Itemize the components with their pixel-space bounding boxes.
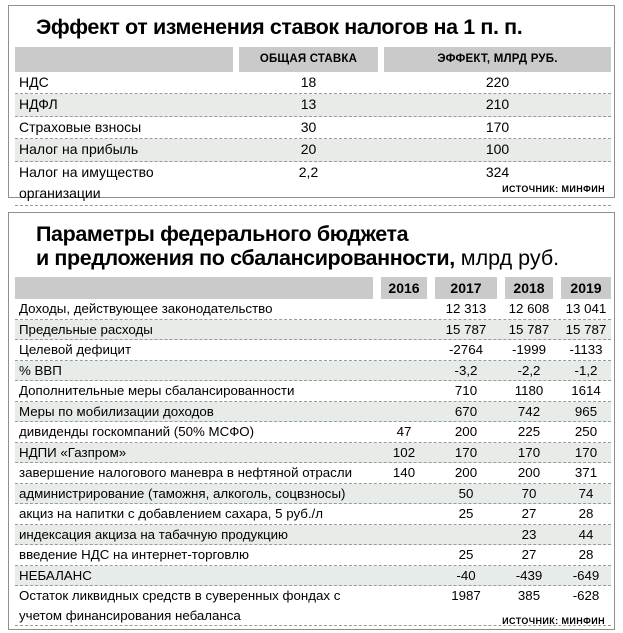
table-row <box>15 545 611 566</box>
table-row <box>15 525 611 546</box>
budget-title-line2: и предложения по сбалансированности, <box>36 245 455 270</box>
cell-value: 15 787 <box>508 321 550 337</box>
budget-table-title <box>9 213 614 277</box>
row-label: Меры по мобилизации доходов <box>19 403 214 419</box>
cell-value: 12 313 <box>445 301 487 316</box>
cell-value: -1133 <box>569 342 603 357</box>
cell-value: 200 <box>454 424 478 439</box>
table-row <box>15 94 611 117</box>
cell-value: -40 <box>456 567 476 583</box>
table-row <box>15 117 611 140</box>
cell-value: 25 <box>458 547 474 562</box>
cell-value: 220 <box>485 73 510 90</box>
cell-value: -649 <box>572 567 600 583</box>
cell-value: 27 <box>521 506 537 521</box>
cell-value: 70 <box>521 485 537 501</box>
cell-value: 250 <box>574 424 598 439</box>
table-row <box>15 504 611 525</box>
cell-value <box>381 299 427 319</box>
cell-value: 28 <box>578 547 594 562</box>
header-cell-year-2017: 2017 <box>435 277 497 299</box>
cell-value: 170 <box>517 444 541 460</box>
row-label: Целевой дефицит <box>19 342 132 357</box>
row-label: Налог на прибыль <box>19 141 139 157</box>
cell-value: 170 <box>454 444 478 460</box>
cell-value: 1614 <box>571 383 601 398</box>
tax-table <box>15 47 611 206</box>
cell-value: 200 <box>517 465 541 480</box>
row-label: завершение налогового маневра в нефтяной отрасли <box>19 465 353 480</box>
cell-value <box>381 340 427 360</box>
budget-table-header <box>15 277 611 299</box>
budget-table <box>15 277 611 626</box>
source-note: ИСТОЧНИК: МИНФИН <box>502 616 605 626</box>
tax-effect-table-card <box>8 5 615 201</box>
row-label: НДС <box>19 73 49 90</box>
cell-value: -2764 <box>448 342 483 357</box>
row-label: Дополнительные меры сбалансированности <box>19 383 295 398</box>
cell-value <box>435 525 497 545</box>
row-label: % ВВП <box>19 362 62 378</box>
cell-value <box>381 320 427 340</box>
table-row <box>15 422 611 443</box>
header-cell-year-2016: 2016 <box>381 277 427 299</box>
cell-value: 170 <box>574 444 598 460</box>
row-label: индексация акциза на табачную продукцию <box>19 526 289 542</box>
tax-table-header <box>15 47 611 72</box>
cell-value: 27 <box>521 547 537 562</box>
table-row <box>15 320 611 341</box>
cell-value: 23 <box>521 526 537 542</box>
row-label: введение НДС на интернет-торговлю <box>19 547 249 562</box>
cell-value <box>381 484 427 504</box>
row-label: акциз на напитки с добавлением сахара, 5 руб./л <box>19 506 324 521</box>
table-row <box>15 463 611 484</box>
row-label: дивиденды госкомпаний (50% МСФО) <box>19 424 255 439</box>
cell-value: 74 <box>578 485 594 501</box>
row-label: НЕБАЛАНС <box>19 567 92 583</box>
row-label: Остаток ликвидных средств в суверенных фондах с учетом финансирования небаланса <box>19 588 341 623</box>
header-cell-label <box>15 277 373 299</box>
cell-value: 102 <box>392 444 416 460</box>
cell-value <box>381 402 427 422</box>
budget-parameters-table-card <box>8 212 615 630</box>
cell-value <box>381 545 427 565</box>
cell-value: 25 <box>458 506 474 521</box>
budget-title-line1: Параметры федерального бюджета <box>36 222 409 246</box>
cell-value: 28 <box>578 506 594 521</box>
cell-value: 15 787 <box>565 321 607 337</box>
cell-value: -439 <box>515 567 543 583</box>
cell-value: 965 <box>574 403 598 419</box>
cell-value: 385 <box>517 588 541 603</box>
table-row <box>15 139 611 162</box>
cell-value: 710 <box>454 383 478 398</box>
table-row <box>15 340 611 361</box>
cell-value: 13 041 <box>565 301 607 316</box>
row-label: Доходы, действующее законодательство <box>19 301 273 316</box>
cell-value <box>381 566 427 586</box>
cell-value: 1180 <box>514 383 544 398</box>
cell-value: 12 608 <box>508 301 550 316</box>
cell-value: -628 <box>572 588 600 603</box>
table-row <box>15 443 611 464</box>
cell-value: 225 <box>517 424 541 439</box>
header-cell-year-2019: 2019 <box>561 277 611 299</box>
header-cell-effect: ЭФФЕКТ, МЛРД РУБ. <box>384 47 611 72</box>
cell-value: 30 <box>300 118 317 135</box>
row-label: Предельные расходы <box>19 321 153 337</box>
cell-value: 210 <box>485 96 510 112</box>
header-cell-label <box>15 47 233 72</box>
table-row <box>15 381 611 402</box>
cell-value: 670 <box>454 403 478 419</box>
cell-value: 50 <box>458 485 474 501</box>
budget-title-unit: млрд руб. <box>454 245 560 270</box>
cell-value: 371 <box>574 465 598 480</box>
cell-value: 47 <box>396 424 412 439</box>
table-row <box>15 484 611 505</box>
cell-value <box>381 586 427 625</box>
cell-value: -2,2 <box>517 362 541 378</box>
cell-value: -3,2 <box>454 362 478 378</box>
cell-value: 200 <box>454 465 478 480</box>
cell-value <box>381 381 427 401</box>
row-label: НДФЛ <box>19 96 58 112</box>
source-note: ИСТОЧНИК: МИНФИН <box>502 184 605 194</box>
tax-table-title: Эффект от изменения ставок налогов на 1 п. п. <box>36 15 523 39</box>
cell-value: 13 <box>300 96 317 112</box>
cell-value: 140 <box>392 465 416 480</box>
cell-value: -1999 <box>511 342 546 357</box>
cell-value: 742 <box>517 403 541 419</box>
cell-value: -1,2 <box>574 362 598 378</box>
row-label: администрирование (таможня, алкоголь, соцвзносы) <box>19 485 346 501</box>
header-cell-rate: ОБЩАЯ СТАВКА <box>239 47 378 72</box>
table-row <box>15 566 611 587</box>
row-label: Налог на имущество организации <box>19 163 154 201</box>
table-row <box>15 361 611 382</box>
budget-table-body <box>15 299 611 626</box>
cell-value: 324 <box>485 163 510 180</box>
row-label: Страховые взносы <box>19 118 142 135</box>
table-row <box>15 299 611 320</box>
cell-value: 170 <box>485 118 510 135</box>
cell-value <box>381 504 427 524</box>
cell-value: 15 787 <box>445 321 487 337</box>
cell-value <box>381 361 427 381</box>
cell-value <box>381 525 427 545</box>
table-row <box>15 72 611 95</box>
table-row <box>15 402 611 423</box>
header-cell-year-2018: 2018 <box>505 277 553 299</box>
cell-value: 100 <box>485 141 510 157</box>
cell-value: 18 <box>300 73 317 90</box>
cell-value: 1987 <box>451 588 481 603</box>
cell-value: 20 <box>300 141 317 157</box>
row-label: НДПИ «Газпром» <box>19 444 127 460</box>
cell-value: 2,2 <box>298 163 319 180</box>
cell-value: 44 <box>578 526 594 542</box>
